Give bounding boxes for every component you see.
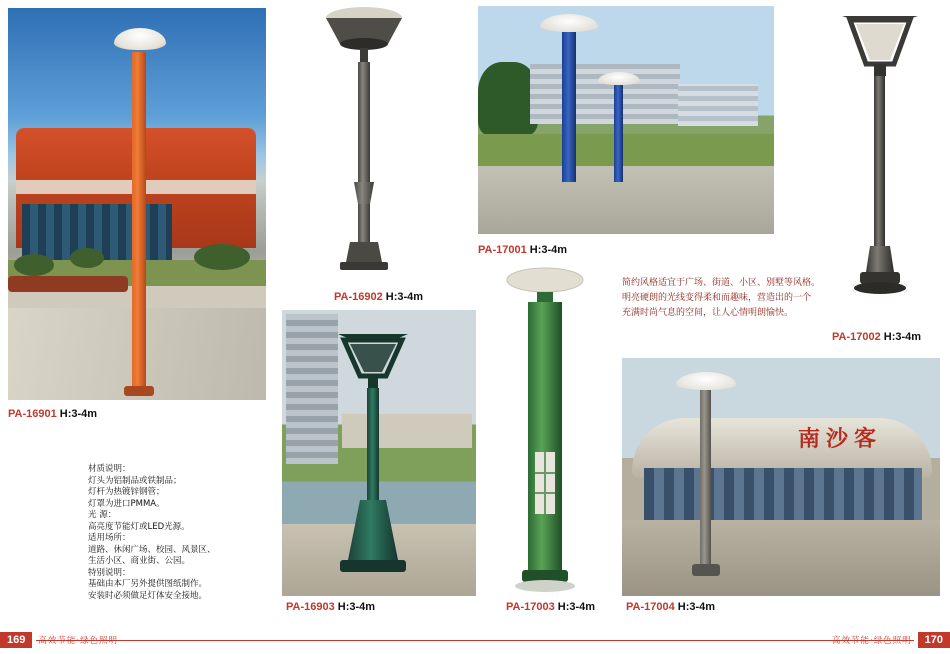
caption-pa16901: [8, 408, 97, 420]
product-code-pa16902: PA-16902: [334, 291, 383, 303]
spec-line: 安装时必须做足灯体安全接地。: [88, 590, 208, 601]
spec-line: 基础由本厂另外提供图纸制作。: [88, 579, 208, 589]
lamp-head: [676, 372, 736, 390]
photo-building-sign: 南沙客: [798, 427, 883, 452]
photo-plaza: [622, 520, 940, 596]
lamp-base: [124, 386, 154, 396]
style-description-block: [622, 276, 922, 321]
product-photo-pa16901: [8, 8, 266, 400]
spec-line: 灯头为铝制品或铁制品；: [88, 475, 182, 486]
photo-building-secondary: [678, 84, 758, 126]
photo-shrub: [194, 244, 250, 270]
photo-shrub: [70, 248, 104, 268]
material-specification-block: [88, 464, 258, 602]
photo-facade: [644, 468, 922, 520]
product-code-pa17003: PA-17003: [506, 601, 555, 613]
photo-road: [478, 166, 774, 234]
product-spec-pa16903: H:3-4m: [337, 601, 376, 613]
description-line: 明亮硬朗的光线变得柔和而趣味，营造出的一个: [622, 293, 812, 303]
product-photo-pa17001: [478, 6, 774, 234]
spec-line: 灯杆为热镀锌钢管；: [88, 487, 165, 497]
lamp-pole-secondary: [614, 82, 623, 182]
footer-left: [0, 632, 124, 648]
lamp-illustration-pa16903: [282, 310, 476, 596]
product-spec-pa16902: H:3-4m: [385, 291, 424, 303]
lamp-head: [114, 28, 166, 50]
product-spec-pa17004: H:3-4m: [677, 601, 716, 613]
product-code-pa17001: PA-17001: [478, 244, 527, 256]
lamp-illustration-pa17003: [492, 262, 598, 596]
product-spec-pa17002: H:3-4m: [883, 331, 922, 343]
spec-line: 灯罩为进口PMMA。: [88, 498, 165, 509]
lamp-pole: [562, 32, 576, 182]
product-photo-pa17003: [492, 262, 598, 596]
product-code-pa17004: PA-17004: [626, 601, 675, 613]
product-code-pa16903: PA-16903: [286, 601, 335, 613]
product-spec-pa16901: H:3-4m: [59, 408, 98, 420]
footer-divider: [36, 640, 914, 641]
photo-shrub: [14, 254, 54, 276]
caption-pa16903: [286, 601, 375, 613]
lamp-head-secondary: [598, 72, 640, 85]
caption-pa17003: [506, 601, 595, 613]
product-photo-pa17004: [622, 358, 940, 596]
lamp-head: [540, 14, 598, 32]
product-code-pa16901: PA-16901: [8, 408, 57, 420]
product-code-pa17002: PA-17002: [832, 331, 881, 343]
product-photo-pa17002: [820, 4, 940, 322]
description-line: 充满时尚气息的空间，让人心情明朗愉快。: [622, 308, 794, 318]
lamp-pole: [132, 52, 146, 392]
product-photo-pa16903: [282, 310, 476, 596]
lamp-illustration-pa16902: [292, 4, 472, 280]
spec-line: 高亮度节能灯或LED光源。: [88, 521, 190, 532]
description-line: 简约风格适宜于广场、街道、小区、别墅等风格。: [622, 278, 821, 288]
caption-pa17004: [626, 601, 715, 613]
spec-line: 生活小区、商业街、公园。: [88, 556, 191, 566]
spec-title-note: 特别说明：: [88, 567, 131, 578]
lamp-pole: [700, 390, 711, 570]
caption-pa17001: [478, 244, 567, 256]
photo-flower-bed: [8, 276, 128, 292]
footer-right: [826, 632, 950, 648]
spec-title-application: 适用场所：: [88, 533, 131, 543]
page-number-right: 170: [918, 632, 950, 648]
page-number-left: 169: [0, 632, 32, 648]
caption-pa17002: [832, 331, 921, 343]
spec-title-material: 材质说明：: [88, 464, 131, 474]
spec-title-lightsource: 光 源：: [88, 510, 117, 520]
footer-slogan-left: 高效节能·绿色照明: [38, 636, 119, 646]
spec-line: 道路、休闲广场、校园、风景区、: [88, 544, 216, 555]
footer-slogan-right: 高效节能·绿色照明: [831, 636, 912, 646]
photo-trees: [478, 62, 538, 136]
caption-pa16902: [334, 291, 423, 303]
lamp-illustration-pa17002: [820, 4, 940, 322]
lamp-base: [692, 564, 720, 576]
product-spec-pa17003: H:3-4m: [557, 601, 596, 613]
product-spec-pa17001: H:3-4m: [529, 244, 568, 256]
product-photo-pa16902: [292, 4, 472, 280]
